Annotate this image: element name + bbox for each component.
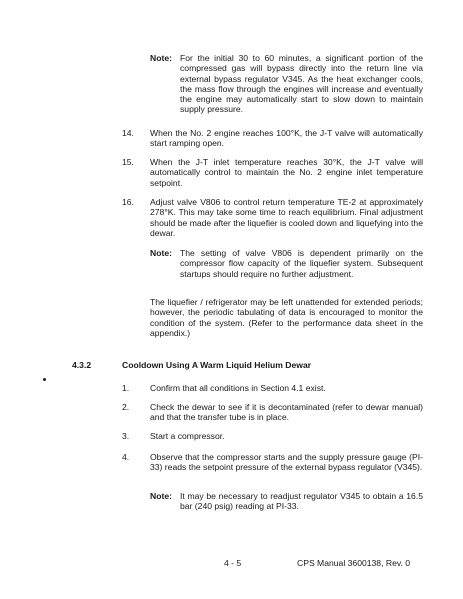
paragraph: The liquefier / refrigerator may be left unattended for extended periods; however, the periodic tabulating of data is encouraged to monitor the condition of the system. (Refer to the performance data sheet in the appendix.): [150, 297, 423, 338]
scan-mark: [43, 378, 46, 381]
page-number: 4 - 5: [224, 558, 242, 568]
step-number: 4.: [122, 452, 130, 462]
step-text: Observe that the compressor starts and the supply pressure gauge (PI-33) reads the setpoint pressure of the external bypass regulator (V345).: [150, 452, 423, 473]
note-label: Note:: [150, 491, 172, 501]
note-text: It may be necessary to readjust regulator V345 to obtain a 16.5 bar (240 psig) reading at PI-33.: [180, 491, 423, 512]
step-number: 3.: [122, 431, 130, 441]
step-text: Confirm that all conditions in Section 4.1 exist.: [150, 383, 326, 393]
step-number: 1.: [122, 383, 130, 393]
section-number: 4.3.2: [72, 360, 92, 370]
step-number: 2.: [122, 402, 130, 412]
section-title: Cooldown Using A Warm Liquid Helium Dewar: [122, 360, 312, 370]
step-text: When the No. 2 engine reaches 100°K, the J-T valve will automatically start ramping open.: [150, 128, 423, 149]
note-label: Note:: [150, 248, 172, 258]
step-text: Start a compressor.: [150, 431, 225, 441]
step-text: When the J-T inlet temperature reaches 30°K, the J-T valve will automatically control to maintain the No. 2 engine inlet temperature setpoint.: [150, 157, 423, 188]
note-text: The setting of valve V806 is dependent primarily on the compressor flow capacity of the liquefier system. Subsequent startups should require no further adjustment.: [180, 248, 423, 279]
step-text: Adjust valve V806 to control return temperature TE-2 at approximately 278°K. This may take some time to reach equilibrium. Final adjustment should be made after the liquefier is cooled down and liquefying into the dewar.: [150, 197, 423, 238]
manual-reference: CPS Manual 3600138, Rev. 0: [297, 558, 411, 568]
step-number: 14.: [122, 128, 134, 138]
step-number: 15.: [122, 157, 134, 167]
step-number: 16.: [122, 197, 134, 207]
step-text: Check the dewar to see if it is decontaminated (refer to dewar manual) and that the transfer tube is in place.: [150, 402, 423, 423]
note-text: For the initial 30 to 60 minutes, a significant portion of the compressed gas will bypass directly into the return line via external bypass regulator V345. As the heat exchanger cools, the mass flow through the engines will increase and eventually the engine may automatically start to slow down to maintain supply pressure.: [180, 53, 423, 115]
note-label: Note:: [150, 53, 172, 63]
